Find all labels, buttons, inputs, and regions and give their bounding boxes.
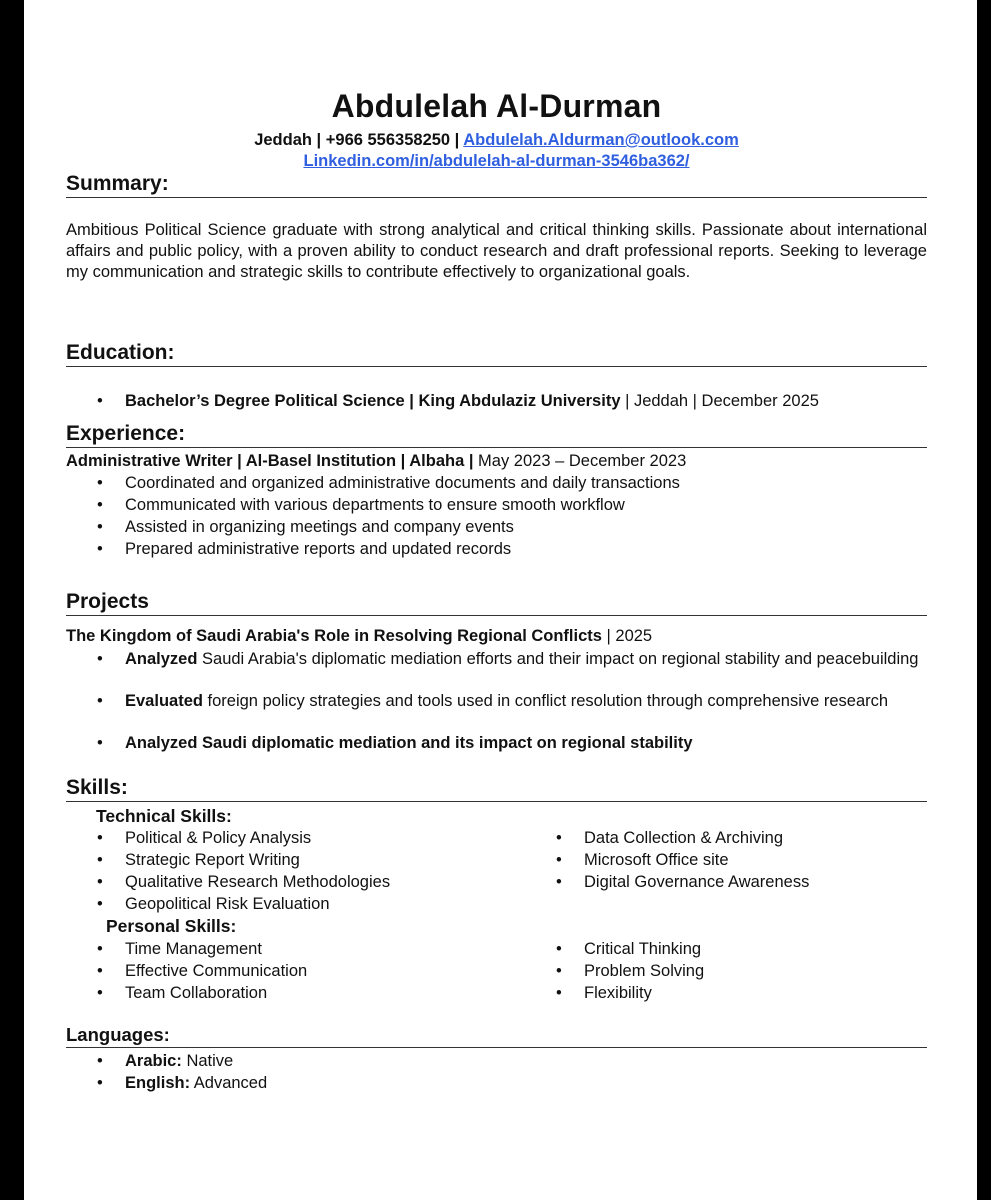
bullet-dot: • (97, 895, 103, 913)
list-item (97, 473, 927, 494)
list-item (97, 1073, 268, 1094)
skill-item: Qualitative Research Methodologies (125, 873, 391, 891)
experience-bullet: Prepared administrative reports and updated records (125, 540, 512, 558)
project-title (66, 626, 652, 647)
skill-item: Microsoft Office site (584, 851, 729, 869)
bullet-dot: • (97, 984, 103, 1002)
list-item (97, 894, 330, 915)
list-item (97, 872, 391, 893)
bullet-dot: • (97, 829, 103, 847)
language-name: English: (125, 1074, 191, 1092)
skill-item: Problem Solving (584, 962, 705, 980)
project-bullet-text: Saudi Arabia's diplomatic mediation efforts and their impact on regional stability and peacebuilding (197, 650, 919, 668)
bullet-dot: • (97, 1074, 103, 1092)
list-item (97, 1051, 234, 1072)
list-item (97, 939, 262, 960)
summary-heading: Summary: (66, 172, 927, 198)
bullet-dot: • (556, 873, 562, 891)
experience-dates: May 2023 – December 2023 (473, 452, 687, 470)
experience-heading: Experience: (66, 422, 927, 448)
skill-item: Strategic Report Writing (125, 851, 300, 869)
bullet-dot: • (97, 1052, 103, 1070)
skill-item: Geopolitical Risk Evaluation (125, 895, 330, 913)
bullet-dot: • (97, 851, 103, 869)
bullet-dot: • (97, 392, 103, 410)
list-item (556, 939, 702, 960)
projects-heading: Projects (66, 590, 927, 616)
skill-item: Digital Governance Awareness (584, 873, 810, 891)
languages-heading: Languages: (66, 1024, 927, 1048)
experience-title (66, 451, 686, 472)
skill-item: Critical Thinking (584, 940, 702, 958)
list-item (97, 733, 927, 754)
skill-item: Time Management (125, 940, 262, 958)
bullet-dot: • (97, 474, 103, 492)
list-item (97, 539, 927, 560)
language-name: Arabic: (125, 1052, 182, 1070)
education-degree: Bachelor’s Degree Political Science | King Abdulaziz University (125, 392, 621, 410)
bullet-dot: • (556, 851, 562, 869)
experience-role: Administrative Writer | Al-Basel Institution | Albaha | (66, 452, 474, 470)
language-level: Native (181, 1052, 234, 1070)
list-item (556, 872, 810, 893)
education-item (97, 391, 927, 412)
bullet-dot: • (97, 940, 103, 958)
bullet-dot: • (556, 962, 562, 980)
bullet-dot: • (556, 984, 562, 1002)
list-item (97, 850, 300, 871)
list-item (97, 495, 927, 516)
bullet-dot: • (97, 962, 103, 980)
list-item (97, 517, 927, 538)
bullet-dot: • (97, 540, 103, 558)
candidate-name: Abdulelah Al-Durman (331, 88, 662, 124)
experience-bullet: Communicated with various departments to ensure smooth workflow (125, 496, 625, 514)
language-level: Advanced (190, 1074, 268, 1092)
bullet-dot: • (556, 940, 562, 958)
bullet-dot: • (97, 518, 103, 536)
project-year: | 2025 (601, 627, 653, 645)
linkedin-link[interactable]: Linkedin.com/in/abdulelah-al-durman-3546ba362/ (303, 152, 690, 170)
project-bullet-lead: Analyzed (125, 650, 198, 668)
skill-item: Data Collection & Archiving (584, 829, 784, 847)
contact-info: Jeddah | +966 556358250 | (254, 131, 464, 149)
skill-item: Flexibility (584, 984, 652, 1002)
list-item (97, 828, 312, 849)
personal-skills-heading: Personal Skills: (106, 916, 237, 936)
skills-heading: Skills: (66, 776, 927, 802)
list-item (97, 983, 268, 1004)
skill-item: Team Collaboration (125, 984, 268, 1002)
bullet-dot: • (97, 873, 103, 891)
project-name: The Kingdom of Saudi Arabia's Role in Resolving Regional Conflicts (66, 627, 602, 645)
bullet-dot: • (97, 496, 103, 514)
linkedin-line (66, 151, 927, 171)
skill-item: Effective Communication (125, 962, 308, 980)
bullet-dot: • (97, 692, 103, 710)
experience-bullet: Coordinated and organized administrative documents and daily transactions (125, 474, 680, 492)
list-item (556, 850, 729, 871)
education-details: | Jeddah | December 2025 (620, 392, 819, 410)
list-item (556, 828, 784, 849)
list-item (97, 649, 924, 670)
experience-bullet: Assisted in organizing meetings and company events (125, 518, 514, 536)
list-item (556, 983, 652, 1004)
bullet-dot: • (97, 650, 103, 668)
list-item (97, 691, 924, 712)
list-item (556, 961, 705, 982)
project-bullet-text: foreign policy strategies and tools used in conflict resolution through comprehensive research (202, 692, 889, 710)
technical-skills-heading: Technical Skills: (96, 806, 232, 826)
skill-item: Political & Policy Analysis (125, 829, 312, 847)
bullet-dot: • (97, 734, 103, 752)
education-heading: Education: (66, 341, 927, 367)
list-item (97, 961, 308, 982)
summary-text: Ambitious Political Science graduate with strong analytical and critical thinking skills. Passionate about international affairs and public policy, with a proven ability to conduct research and draft professional reports. Seeking to leverage my communication and strategic skills to contribute effectively to organizational goals. (66, 221, 927, 281)
bullet-dot: • (556, 829, 562, 847)
contact-line (66, 130, 927, 150)
resume-page (24, 0, 977, 1200)
project-bullet-lead: Analyzed Saudi diplomatic mediation and its impact on regional stability (125, 734, 693, 752)
email-link[interactable]: Abdulelah.Aldurman@outlook.com (463, 131, 739, 149)
project-bullet-lead: Evaluated (125, 692, 203, 710)
